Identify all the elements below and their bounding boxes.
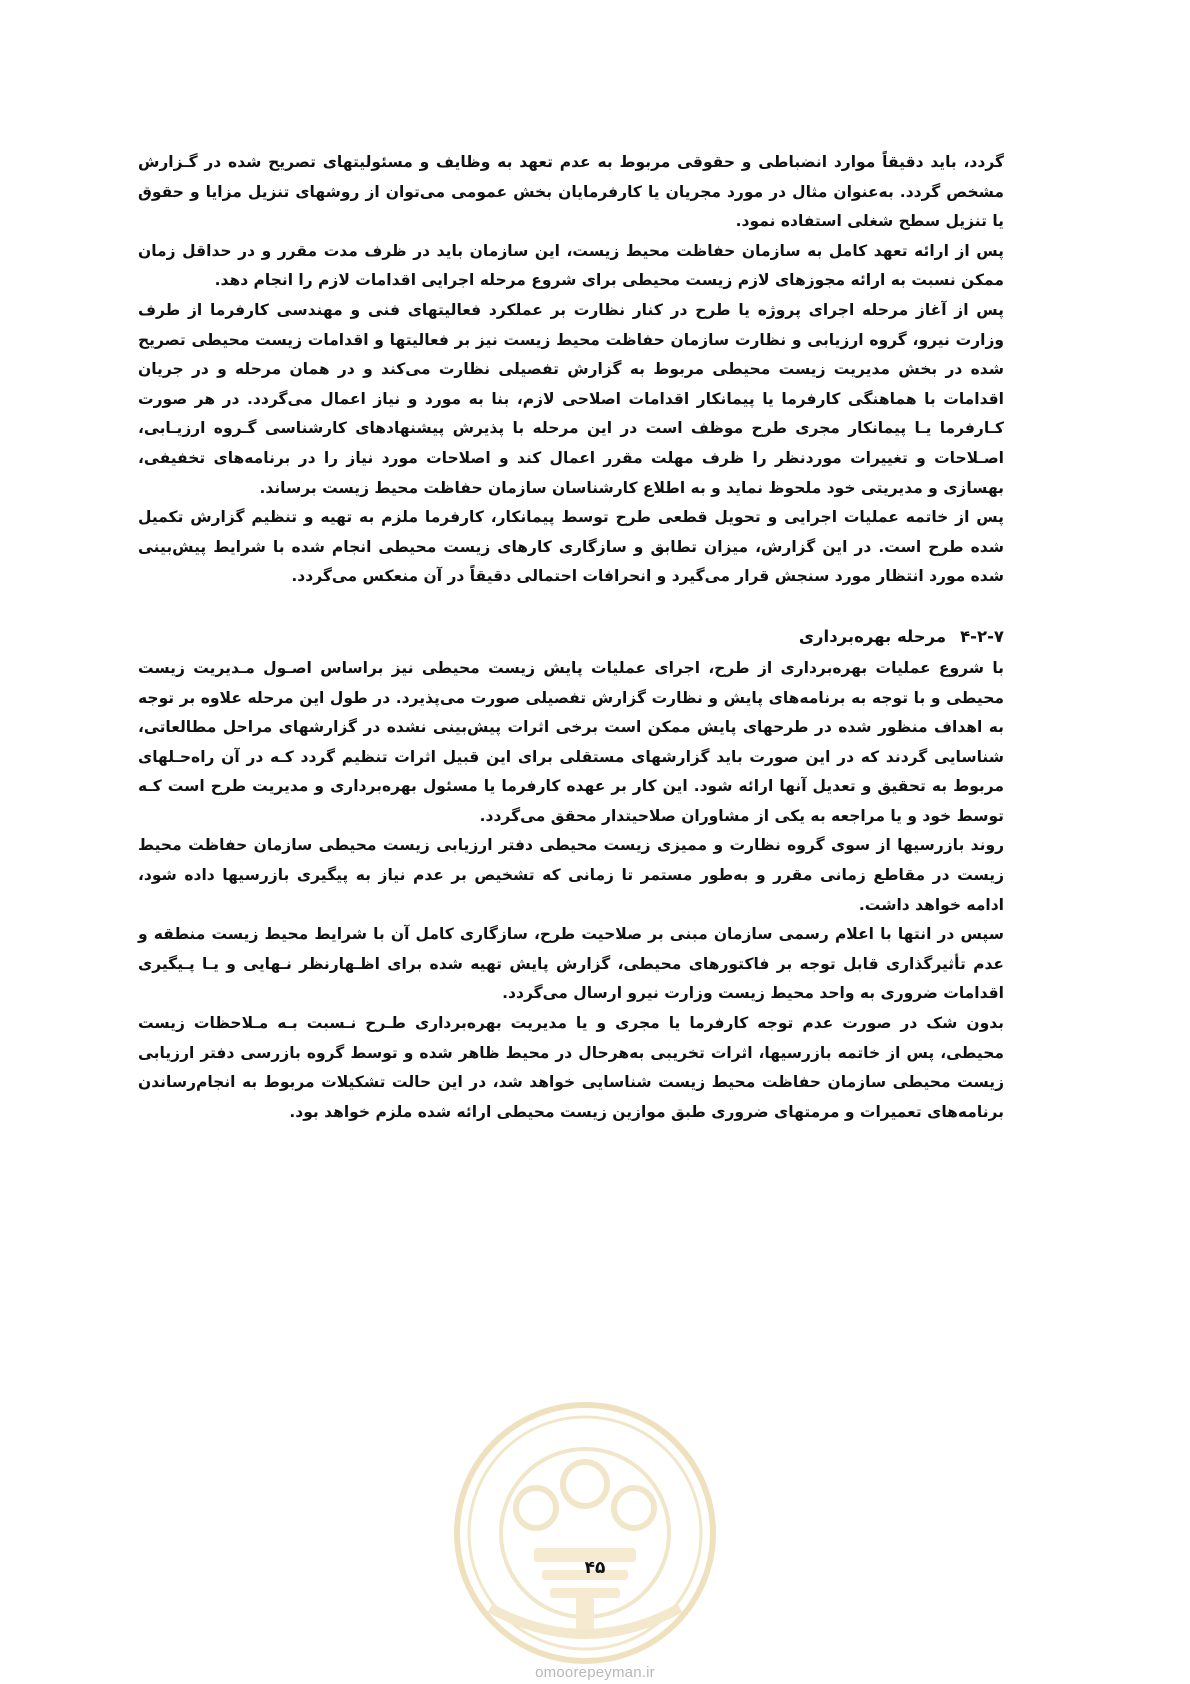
watermark-seal-icon [450, 1398, 720, 1668]
paragraph: پس از آغاز مرحله اجرای پروژه یا طرح در کنار نظارت بر عملکرد فعالیتهای فنی و مهندسی کارفرما از طرف وزارت نیرو، گروه ارزیابی و نظارت سازمان حفاظت محیط زیست نیز بر فعالیتها و اقدامات زیست محیطی تصریح شده در بخش مدیریت زیست محیطی مربوط به گزارش تفصیلی نظارت می‌کند و در همان مرحله و در جریان اقدامات با هماهنگی کارفرما یا پیمانکار اقدامات اصلاحی لازم، بنا به مورد و نیاز اعمال می‌گردد. در هر صورت کـارفرما یـا پیمانکار مجری طرح موظف است در این مرحله با پذیرش پیشنهادهای کارشناسی گـروه ارزیـابی، اصـلاحات و تغییرات موردنظر را ظرف مهلت مقرر اعمال کند و اصلاحات مورد نیاز را در برنامه‌های تخفیفی، بهسازی و مدیریتی خود ملحوظ نماید و به اطلاع کارشناسان سازمان حفاظت محیط زیست برساند. [138, 300, 1004, 497]
section-title: مرحله بهره‌برداری [798, 626, 947, 646]
document-body [138, 148, 1004, 1127]
paragraph: سپس در انتها با اعلام رسمی سازمان مبنی بر صلاحیت طرح، سازگاری کامل آن با شرایط محیط زیست منطقه و عدم تأثیرگذاری قابل توجه بر فاکتورهای محیطی، گزارش پایش تهیه شده برای اظـهارنظر نـهایی و یـا پـیگیری اقدامات ضروری به واحد محیط زیست وزارت نیرو ارسال می‌گردد. [138, 925, 1004, 1003]
paragraph: پس از خاتمه عملیات اجرایی و تحویل قطعی طرح توسط پیمانکار، کارفرما ملزم به تهیه و تنظیم گزارش تکمیل شده طرح است. در این گزارش، میزان تطابق و سازگاری کارهای زیست محیطی انجام شده با شرایط پیش‌بینی شده مورد انتظار مورد سنجش قرار می‌گیرد و انحرافات احتمالی دقیقاً در آن منعکس می‌گردد. [138, 508, 1004, 586]
paragraph: روند بازرسیها از سوی گروه نظارت و ممیزی زیست محیطی دفتر ارزیابی زیست محیطی سازمان حفاظت محیط زیست در مقاطع زمانی مقرر و به‌طور مستمر تا زمانی که تشخیص بر عدم نیاز به پیگیری بازرسیها داده شود، ادامه خواهد داشت. [138, 836, 1004, 914]
section-heading [138, 622, 1004, 652]
paragraph: با شروع عملیات بهره‌برداری از طرح، اجرای عملیات پایش زیست محیطی نیز براساس اصـول مـدیریت زیست محیطی و با توجه به برنامه‌های پایش و نظارت گزارش تفصیلی صورت می‌پذیرد. در طول این مرحله علاوه بر توجه به اهداف منظور شده در طرحهای پایش ممکن است برخی اثرات پیش‌بینی نشده در گزارشهای مراحل مطالعاتی، شناسایی گردند که در این صورت باید گزارشهای مستقلی برای این قبیل اثرات تنظیم گردد کـه در آن راه‌حـلهای مربوط به تحقیق و تعدیل آنها ارائه شود. این کار بر عهده کارفرما یا مسئول بهره‌برداری و مدیریت طرح است کـه توسط خود و یا مراجعه به یکی از مشاوران صلاحیتدار محقق می‌گردد. [138, 658, 1004, 825]
section-number: ۴-۲-۷ [960, 626, 1004, 646]
page-number: ۴۵ [584, 1558, 606, 1578]
paragraph: پس از ارائه تعهد کامل به سازمان حفاظت محیط زیست، این سازمان باید در ظرف مدت مقرر و در حداقل زمان ممکن نسبت به ارائه مجوزهای لازم زیست محیطی برای شروع مرحله اجرایی اقدامات لازم را انجام دهد. [138, 241, 1004, 290]
paragraph: گردد، باید دقیقاً موارد انضباطی و حقوقی مربوط به عدم تعهد به وظایف و مسئولیتهای تصریح شده در گـزارش مشخص گردد. به‌عنوان مثال در مورد مجریان یا کارفرمایان بخش عمومی می‌توان از روشهای تنزیل مزایا و حقوق یا تنزیل سطح شغلی استفاده نمود. [138, 153, 1004, 231]
watermark-url: omoorepeyman.ir [535, 1664, 655, 1681]
paragraph: بدون شک در صورت عدم توجه کارفرما یا مجری و یا مدیریت بهره‌برداری طـرح نـسبت بـه مـلاحظات زیست محیطی، پس از خاتمه بازرسیها، اثرات تخریبی به‌هرحال در محیط ظاهر شده و توسط گروه بازرسی دفتر ارزیابی زیست محیطی سازمان حفاظت محیط زیست شناسایی خواهد شد، در این حالت تشکیلات مربوط به انجام‌رساندن برنامه‌های تعمیرات و مرمتهای ضروری طبق موازین زیست محیطی ارائه شده ملزم خواهد بود. [138, 1014, 1004, 1121]
